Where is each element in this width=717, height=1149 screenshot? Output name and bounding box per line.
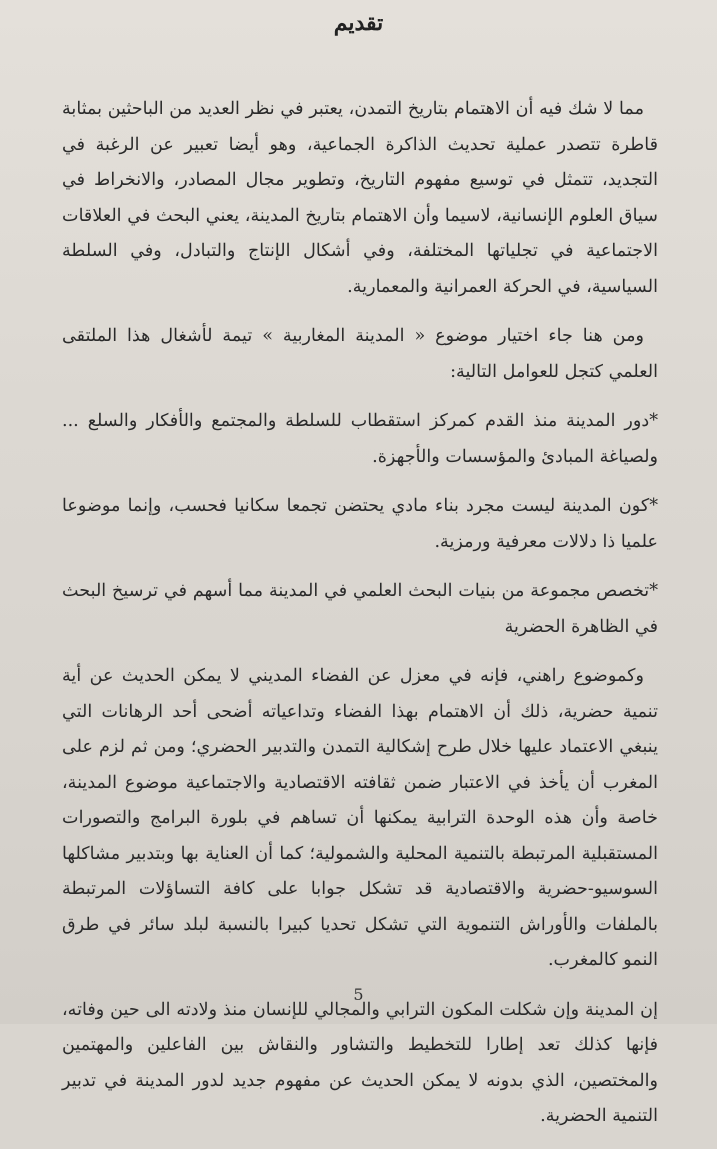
paragraph-conclusion: إن المدينة وإن شكلت المكون الترابي والمجالي للإنسان منذ ولادته الى حين وفاته، فإنها كذلك تعد إطارا للتخطيط والتشاور والنقاش بين الفاعلين والمهتمين والمختصين، الذي بدونه لا يمكن الحديث عن مفهوم جديد لدور المدينة في تدبير التنمية الحضرية. — [62, 999, 658, 1126]
paragraph-intro: مما لا شك فيه أن الاهتمام بتاريخ التمدن، يعتبر في نظر العديد من الباحثين بمثابة قاطرة تتصدر عملية تحديث الذاكرة الجماعية، وهو أيضا تعبير عن الرغبة في التجديد، تتمثل في توسيع مفهوم التاريخ، وتطوير مجال المصادر، والانخراط في سياق العلوم الإنسانية، لاسيما وأن الاهتمام بتاريخ المدينة، يعني البحث في العلاقات الاجتماعية في تجلياتها المختلفة، وفي أشكال الإنتاج والتبادل، وفي السلطة السياسية، في الحركة العمرانية والمعمارية. — [62, 99, 658, 297]
paragraph-factor-1: *دور المدينة منذ القدم كمركز استقطاب للسلطة والمجتمع والأفكار والسلع ... ولصياغة المبادئ والمؤسسات والأجهزة. — [62, 411, 658, 467]
paragraph-factor-3: *تخصص مجموعة من بنيات البحث العلمي في المدينة مما أسهم في ترسيخ البحث في الظاهرة الحضرية — [62, 581, 658, 637]
page-number: 5 — [353, 985, 364, 1004]
paragraph-topic-choice: ومن هنا جاء اختيار موضوع « المدينة المغاربية » تيمة لأشغال هذا الملتقى العلمي كتجل للعوامل التالية: — [62, 326, 658, 382]
paragraph-factor-2: *كون المدينة ليست مجرد بناء مادي يحتضن تجمعا سكانيا فحسب، وإنما موضوعا علميا ذا دلالات معرفية ورمزية. — [62, 496, 658, 552]
paragraph-current-topic: وكموضوع راهني، فإنه في معزل عن الفضاء المديني لا يمكن الحديث عن أية تنمية حضرية، ذلك أن الاهتمام بهذا الفضاء وتداعياته أضحى أحد الرهانات التي ينبغي الاعتماد عليها خلال طرح إشكالية التمدن والتدبير الحضري؛ ومن ثم لزم على المغرب أن يأخذ في الاعتبار ضمن ثقافته الاقتصادية والاجتماعية موضوع المدينة، خاصة وأن هذه الوحدة الترابية يمكنها أن تساهم في بلورة البرامج والتصورات المستقبلية المرتبطة بالتنمية المحلية والشمولية؛ كما أن العناية بها وبتدبير مشاكلها السوسيو-حضرية والاقتصادية قد تشكل جوابا على كافة التساؤلات المرتبطة بالملفات والأوراش التنموية التي تشكل تحديا كبيرا بالنسبة لبلد سائر في طرق النمو كالمغرب. — [62, 666, 658, 970]
page-title: تقديم — [333, 10, 384, 36]
